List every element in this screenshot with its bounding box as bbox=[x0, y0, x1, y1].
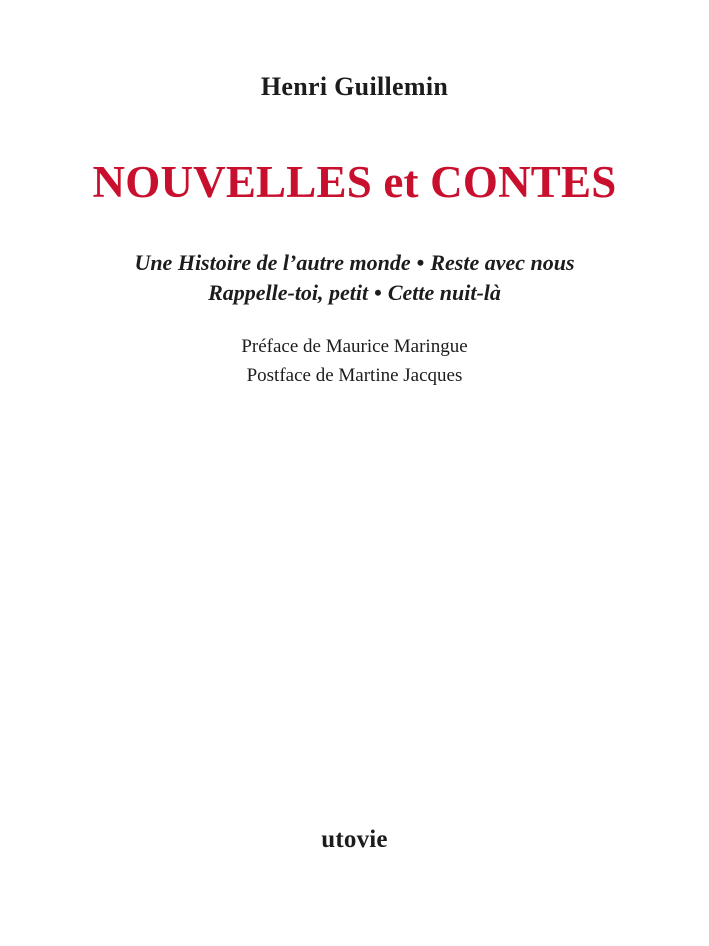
publisher-name: utovie bbox=[321, 826, 388, 853]
story-title: Une Histoire de l’autre monde bbox=[134, 250, 411, 275]
bullet-separator: • bbox=[416, 250, 425, 275]
preface-credit: Préface de Maurice Maringue bbox=[241, 336, 468, 357]
bullet-separator: • bbox=[374, 280, 382, 305]
contents-line-2 bbox=[0, 280, 709, 306]
story-title: Cette nuit-là bbox=[387, 280, 501, 305]
postface-credit: Postface de Martine Jacques bbox=[246, 365, 463, 386]
story-title: Reste avec nous bbox=[430, 250, 575, 275]
author-name: Henri Guillemin bbox=[260, 72, 449, 101]
contents-line-1 bbox=[0, 250, 709, 276]
story-title: Rappelle-toi, petit bbox=[208, 280, 369, 305]
book-title: NOUVELLES et CONTES bbox=[92, 157, 617, 207]
